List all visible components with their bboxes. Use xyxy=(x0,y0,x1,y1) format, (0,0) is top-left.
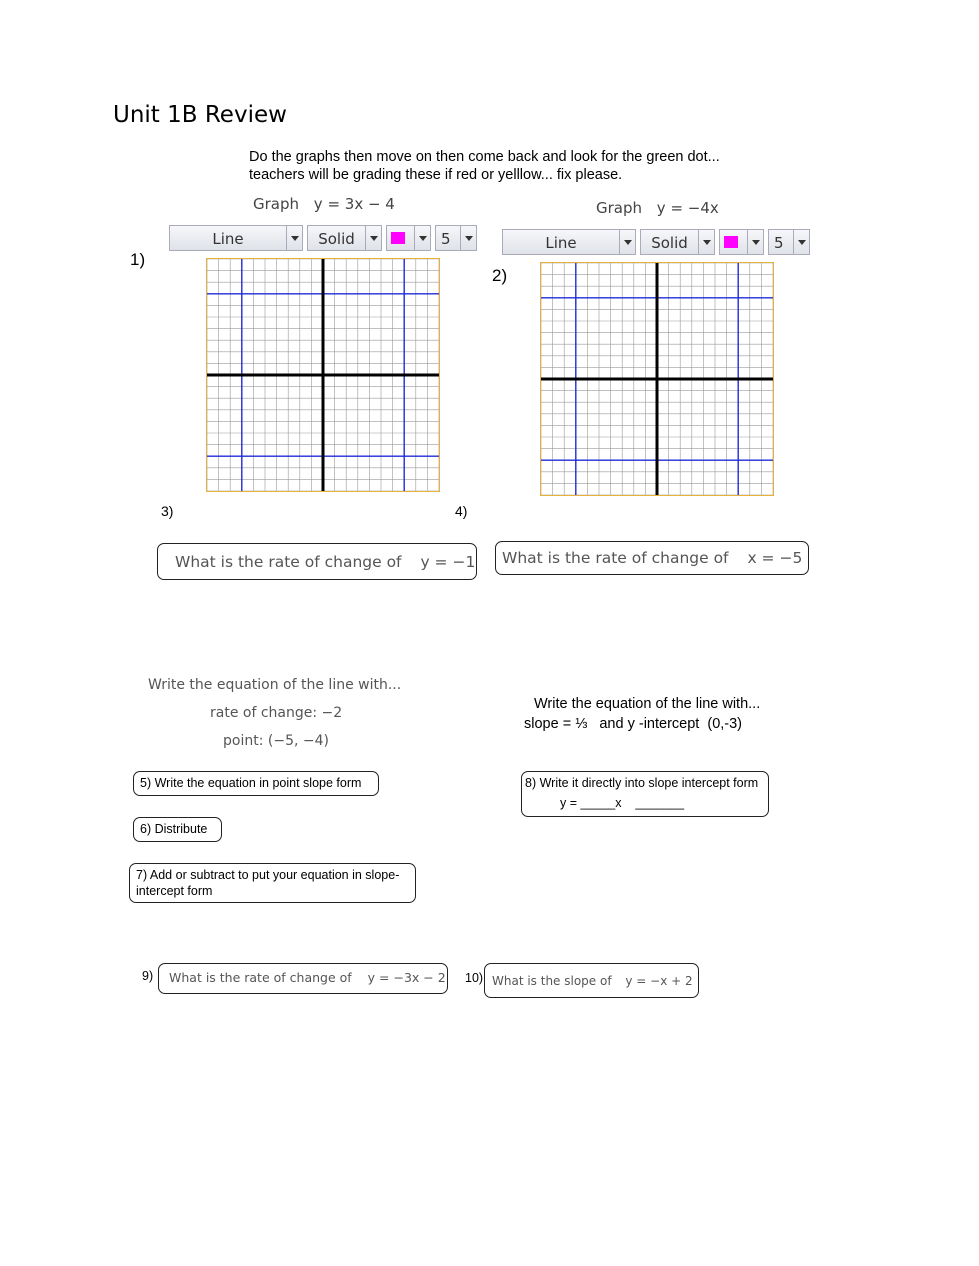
graph-2-type-select[interactable] xyxy=(502,229,636,255)
chevron-down-icon[interactable] xyxy=(619,230,635,254)
q10-number: 10) xyxy=(465,971,484,985)
q3-equation: y = −1 xyxy=(420,553,476,571)
graph-1-width-value: 5 xyxy=(441,230,451,248)
instructions-line-1: Do the graphs then move on then come back and look for the green dot... xyxy=(249,149,720,165)
graph-2-equation: y = −4x xyxy=(656,199,719,217)
graph-1-width-select[interactable] xyxy=(435,225,477,251)
q3-number: 3) xyxy=(161,503,174,519)
q8-box[interactable] xyxy=(521,771,769,817)
graph-2-width-value: 5 xyxy=(774,234,784,252)
q9-equation: y = −3x − 2 xyxy=(367,970,446,985)
graph-1-type-select[interactable] xyxy=(169,225,303,251)
write-eq-left-heading: Write the equation of the line with... xyxy=(148,677,402,693)
graph-1-style-value: Solid xyxy=(318,230,355,248)
q6-box[interactable] xyxy=(133,817,222,842)
write-eq-right-detail: slope = ⅓ and y -intercept (0,-3) xyxy=(524,716,743,732)
chevron-down-icon[interactable] xyxy=(414,226,430,250)
write-eq-left-rate: rate of change: −2 xyxy=(210,705,343,721)
q4-number: 4) xyxy=(455,503,468,519)
q8-answer-blank[interactable]: y = _____x _______ xyxy=(560,796,685,810)
graph-2-grid[interactable] xyxy=(540,262,774,496)
graph-2-prompt: Graph xyxy=(596,199,643,217)
graph-2-number: 2) xyxy=(492,266,508,285)
q10-equation: y = −x + 2 xyxy=(625,974,693,988)
q10-box[interactable] xyxy=(484,963,699,998)
q6-text: 6) Distribute xyxy=(140,822,208,836)
q8-text: 8) Write it directly into slope intercept form xyxy=(525,776,759,790)
coordinate-grid[interactable] xyxy=(207,259,439,491)
chevron-down-icon[interactable] xyxy=(365,226,381,250)
q7-box[interactable] xyxy=(129,863,416,903)
q7-text: 7) Add or subtract to put your equation in slope-intercept form xyxy=(136,868,400,898)
q9-text: What is the rate of change of xyxy=(169,970,352,985)
graph-1-toolbar xyxy=(169,225,479,253)
q4-box[interactable] xyxy=(495,541,809,575)
q3-text: What is the rate of change of xyxy=(175,553,402,571)
coordinate-grid[interactable] xyxy=(541,263,773,495)
q3-box[interactable] xyxy=(157,543,477,580)
page-title: Unit 1B Review xyxy=(113,102,287,128)
graph-2-style-select[interactable] xyxy=(640,229,715,255)
q4-equation: x = −5 xyxy=(747,549,803,567)
graph-1-title xyxy=(253,195,395,213)
graph-2-toolbar xyxy=(502,229,812,257)
graph-1-number: 1) xyxy=(130,250,146,269)
graph-1-prompt: Graph xyxy=(253,195,300,213)
q5-box[interactable] xyxy=(133,771,379,796)
write-eq-right-heading: Write the equation of the line with... xyxy=(534,696,761,712)
chevron-down-icon[interactable] xyxy=(698,230,714,254)
color-swatch-icon xyxy=(391,232,405,244)
instructions-line-2: teachers will be grading these if red or yelllow... fix please. xyxy=(249,167,623,183)
chevron-down-icon[interactable] xyxy=(286,226,302,250)
graph-1-style-select[interactable] xyxy=(307,225,382,251)
write-eq-left-point: point: (−5, −4) xyxy=(223,733,329,749)
graph-2-title xyxy=(596,199,719,217)
graph-2-width-select[interactable] xyxy=(768,229,810,255)
graph-2-color-select[interactable] xyxy=(719,229,764,255)
graph-1-color-select[interactable] xyxy=(386,225,431,251)
q10-text: What is the slope of xyxy=(492,974,612,988)
instructions xyxy=(249,148,789,184)
q9-box[interactable] xyxy=(158,963,448,994)
graph-2-style-value: Solid xyxy=(651,234,688,252)
graph-1-equation: y = 3x − 4 xyxy=(313,195,395,213)
graph-1-grid[interactable] xyxy=(206,258,440,492)
q9-number: 9) xyxy=(142,969,154,983)
q5-text: 5) Write the equation in point slope form xyxy=(140,776,362,790)
chevron-down-icon[interactable] xyxy=(747,230,763,254)
color-swatch-icon xyxy=(724,236,738,248)
graph-1-type-value: Line xyxy=(212,230,244,248)
q4-text: What is the rate of change of xyxy=(502,549,729,567)
chevron-down-icon[interactable] xyxy=(793,230,809,254)
graph-2-type-value: Line xyxy=(545,234,577,252)
chevron-down-icon[interactable] xyxy=(460,226,476,250)
